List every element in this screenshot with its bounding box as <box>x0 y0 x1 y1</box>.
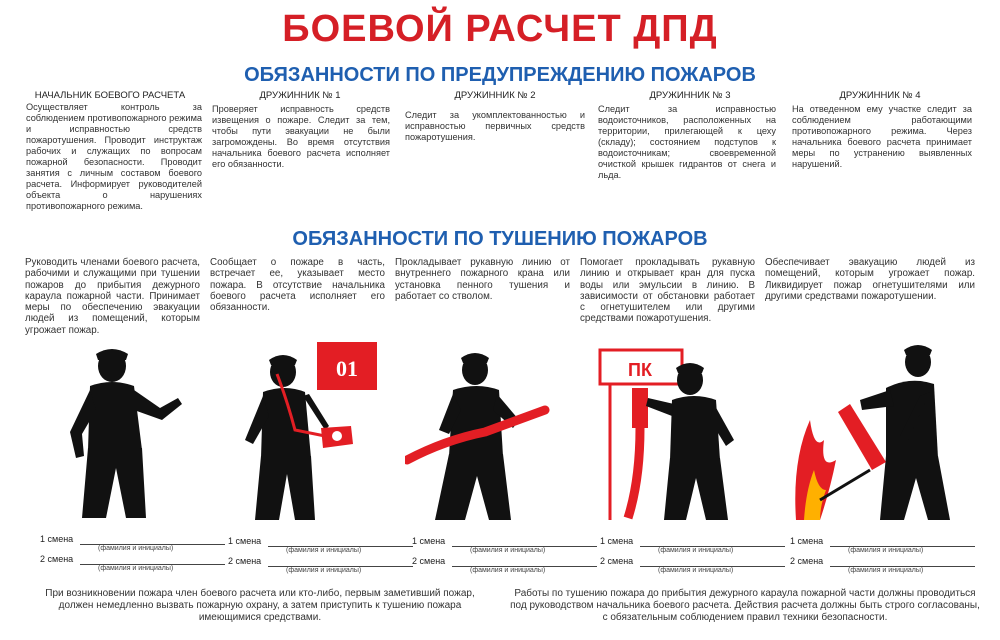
shift2-caption: (фамилия и инициалы) <box>286 567 362 574</box>
member3-silhouette <box>590 340 760 525</box>
member1-silhouette <box>225 340 395 525</box>
member4-prevention-text: На отведенном ему участке следит за соблюдением работающими противопожарного режима. Через начальника боевого расчета принимает меры по устранению выявленных нарушений. <box>792 104 972 169</box>
shift1-label: 1 смена <box>412 536 446 546</box>
shift1-label: 1 смена <box>228 536 262 546</box>
firefighting-section-title: ОБЯЗАННОСТИ ПО ТУШЕНИЮ ПОЖАРОВ <box>292 228 708 250</box>
shift1-caption: (фамилия и инициалы) <box>98 545 174 552</box>
poster-title: БОЕВОЙ РАСЧЕТ ДПД <box>282 8 718 50</box>
member2-prevention-text: Следит за укомплектованностью и исправностью первичных средств пожаротушения. <box>405 110 585 142</box>
shift1-caption: (фамилия и инициалы) <box>848 547 924 554</box>
chief-prevention-text: Осуществляет контроль за соблюдением противопожарного режима и исправностью средств пожаротушения. Проводит инструктаж рабочих и служащих по вопросам пожарной безопасности. Проводит занятия с личным составом боевого расчета. Информирует руководителей объекта о нарушениях противопожарного режима. <box>26 102 202 211</box>
shift2-caption: (фамилия и инициалы) <box>658 567 734 574</box>
member2-fire-duty: Прокладывает рукавную линию от внутреннего пожарного крана или установка пенного тушения и работает со стволом. <box>395 257 570 302</box>
member3-shift-2 <box>600 556 790 586</box>
shift2-label: 2 смена <box>412 556 446 566</box>
member1-fire-duty: Сообщает о пожаре в часть, встречает ее, указывает место пожара. В отсутствие начальника боевого расчета исполняет его обязанности. <box>210 257 385 314</box>
chief-silhouette <box>30 340 200 525</box>
shift1-caption: (фамилия и инициалы) <box>470 547 546 554</box>
member4-silhouette <box>790 340 970 525</box>
shift1-label: 1 смена <box>790 536 824 546</box>
member2-shift-2 <box>412 556 602 586</box>
shift2-label: 2 смена <box>228 556 262 566</box>
member2-heading: ДРУЖИННИК № 2 <box>454 90 536 101</box>
footer-note-right: Работы по тушению пожара до прибытия дежурного караула пожарной части должны проводиться под руководством начальника боевого расчета. Действия расчета должны быть строго согласованы, с обязательным соблюдением правил техники безопасности. <box>510 588 980 623</box>
chief-heading: НАЧАЛЬНИК БОЕВОГО РАСЧЕТА <box>34 90 186 101</box>
member3-heading: ДРУЖИННИК № 3 <box>649 90 731 101</box>
member1-shift-2 <box>228 556 418 586</box>
member4-fire-duty: Обеспечивает эвакуацию людей из помещений, которым угрожает пожар. Ликвидирует пожар огнетушителями или другими средствами пожаротушении. <box>765 257 975 302</box>
shift2-label: 2 смена <box>600 556 634 566</box>
footer-note-left: При возникновении пожара член боевого расчета или кто-либо, первым заметивший пожар, должен немедленно вызвать пожарную охрану, а затем приступить к тушению пожара имеющимися средствами. <box>45 588 475 623</box>
chief-shift-2 <box>40 554 230 584</box>
phone-sign-text: 01 <box>336 356 358 381</box>
shift2-label: 2 смена <box>40 554 74 564</box>
member1-heading: ДРУЖИННИК № 1 <box>259 90 341 101</box>
shift2-caption: (фамилия и инициалы) <box>470 567 546 574</box>
member4-heading: ДРУЖИННИК № 4 <box>839 90 921 101</box>
shift2-label: 2 смена <box>790 556 824 566</box>
member3-fire-duty: Помогает прокладывать рукавную линию и открывает кран для пуска воды или эмульсии в линию. В зависимости от обстановки работает с огнетушителем или другими средствами пожаротушения. <box>580 257 755 325</box>
member3-prevention-text: Следит за исправностью водоисточников, расположенных на территории, прилегающей к цеху (складу); состоянием подступов к водоисточникам; своевременной очисткой крышек гидрантов от снега и льда. <box>598 104 776 180</box>
hydrant-sign-text: ПК <box>628 360 652 380</box>
chief-fire-duty: Руководить членами боевого расчета, рабочими и служащими при тушении пожаров до прибытия дежурного караула пожарной части. Принимает меры по обеспечению эвакуации людей из помещений, которым угрожает пожар. <box>25 257 200 336</box>
shift1-caption: (фамилия и инициалы) <box>286 547 362 554</box>
shift1-label: 1 смена <box>600 536 634 546</box>
member1-prevention-text: Проверяет исправность средств извещения о пожаре. Следит за тем, чтобы пути эвакуации не были загромождены. Во время отсутствия начальника боевого расчета исполняет его обязанности. <box>212 104 390 169</box>
prevention-section-title: ОБЯЗАННОСТИ ПО ПРЕДУПРЕЖДЕНИЮ ПОЖАРОВ <box>244 64 756 86</box>
shift1-caption: (фамилия и инициалы) <box>658 547 734 554</box>
member4-shift-2 <box>790 556 980 586</box>
shift2-caption: (фамилия и инициалы) <box>848 567 924 574</box>
member2-silhouette <box>405 340 575 525</box>
shift1-label: 1 смена <box>40 534 74 544</box>
shift2-caption: (фамилия и инициалы) <box>98 565 174 572</box>
